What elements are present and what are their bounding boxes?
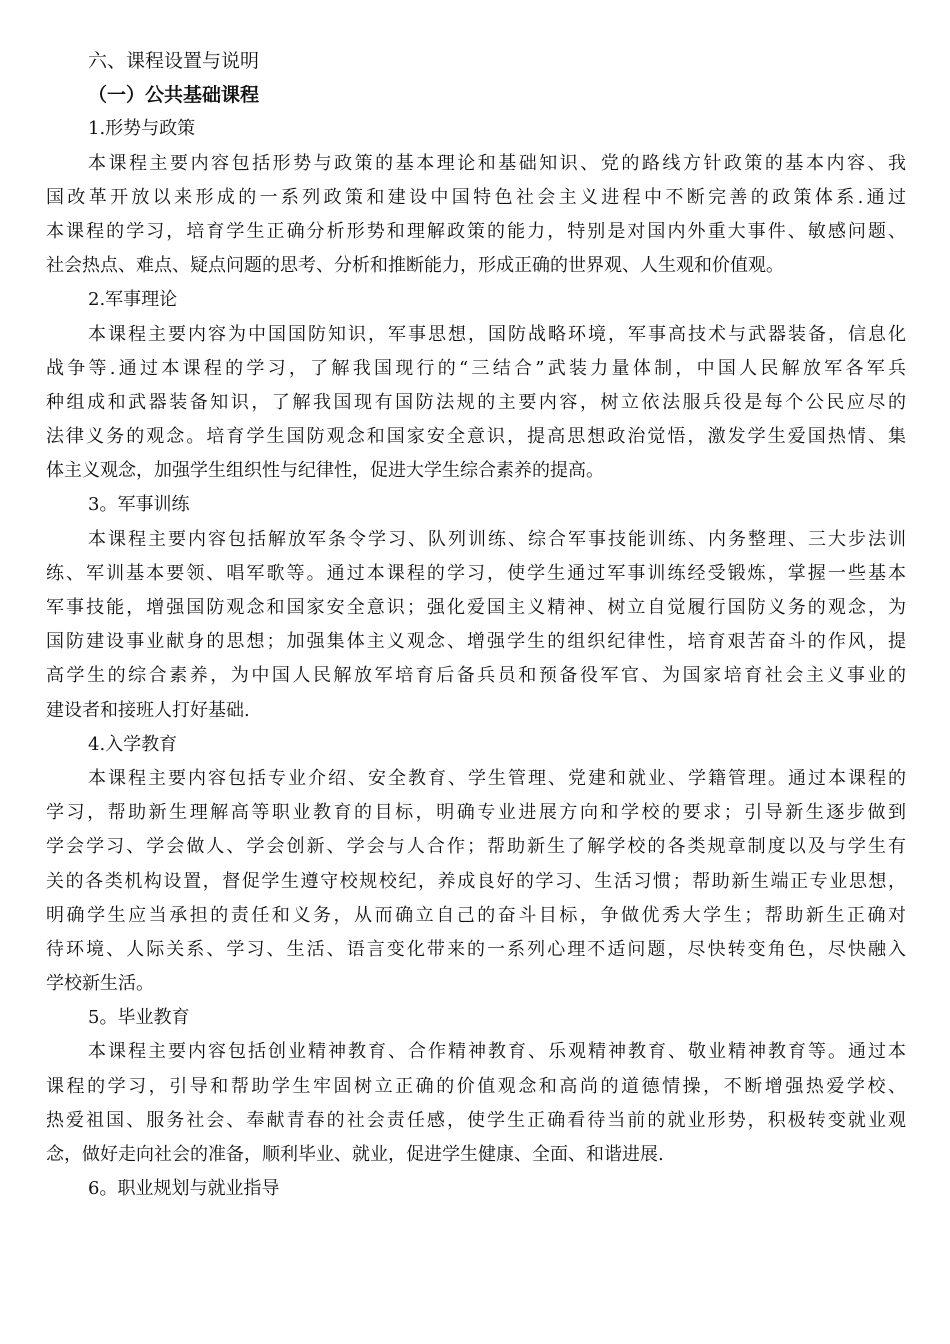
course-description-line: 待环境、人际关系、学习、生活、语言变化带来的一系列心理不适问题，尽快转变角色，尽快融入 — [46, 938, 906, 960]
course-description-line: 念，做好走向社会的准备，顺利毕业、就业，促进学生健康、全面、和谐进展. — [46, 1144, 664, 1165]
course-description-line: 社会热点、难点、疑点问题的思考、分析和推断能力，形成正确的世界观、人生观和价值观。 — [46, 255, 784, 277]
course-description-line: 本课程主要内容包括形势与政策的基本理论和基础知识、党的路线方针政策的基本内容、我 — [88, 152, 906, 174]
course-heading: 1.形势与政策 — [88, 118, 196, 140]
course-heading: 2.军事理论 — [88, 289, 178, 311]
course-description-line: 学校新生活。 — [46, 973, 154, 995]
course-description-line: 学习，帮助新生理解高等职业教育的目标，明确专业进展方向和学校的要求；引导新生逐步做到 — [46, 802, 906, 824]
course-description-line: 种组成和武器装备知识，了解我国现有国防法规的主要内容，树立依法服兵役是每个公民应尽的 — [46, 391, 906, 413]
course-description-line: 本课程主要内容为中国国防知识，军事思想，国防战略环境，军事高技术与武器装备，信息化 — [88, 323, 906, 345]
course-description-line: 本课程主要内容包括创业精神教育、合作精神教育、乐观精神教育、敬业精神教育等。通过本 — [88, 1041, 906, 1063]
course-description-line: 体主义观念，加强学生组织性与纪律性，促进大学生综合素养的提高。 — [46, 460, 604, 482]
course-description-line: 练、军训基本要领、唱军歌等。通过本课程的学习，使学生通过军事训练经受锻炼，掌握一些基本 — [46, 562, 906, 584]
course-heading: 5。毕业教育 — [88, 1007, 190, 1029]
course-description-line: 国改革开放以来形成的一系列政策和建设中国特色社会主义进程中不断完善的政策体系.通过 — [46, 186, 906, 208]
course-heading: 4.入学教育 — [88, 733, 178, 755]
course-description-line: 高学生的综合素养，为中国人民解放军培育后备兵员和预备役军官、为国家培育社会主义事业的 — [46, 665, 906, 687]
course-list — [46, 112, 906, 1206]
course-description-line: 本课程主要内容包括专业介绍、安全教育、学生管理、党建和就业、学籍管理。通过本课程的 — [88, 767, 906, 789]
subsection-title: （一）公共基础课程 — [88, 84, 260, 107]
course-description-line: 国防建设事业献身的思想；加强集体主义观念、增强学生的组织纪律性，培育艰苦奋斗的作风，提 — [46, 631, 906, 653]
course-description-line: 军事技能，增强国防观念和国家安全意识；强化爱国主义精神、树立自觉履行国防义务的观念，为 — [46, 597, 906, 618]
course-description-line: 明确学生应当承担的责任和义务，从而确立自己的奋斗目标，争做优秀大学生；帮助新生正确对 — [46, 904, 906, 926]
course-description-line: 战争等.通过本课程的学习，了解我国现行的“三结合”武装力量体制，中国人民解放军各军兵 — [46, 357, 906, 379]
course-heading: 6。职业规划与就业指导 — [88, 1178, 280, 1200]
course-heading: 3。军事训练 — [88, 494, 190, 516]
course-description-line: 课程的学习，引导和帮助学生牢固树立正确的价值观念和高尚的道德情操，不断增强热爱学校、 — [46, 1075, 906, 1097]
course-description-line: 关的各类机构设置，督促学生遵守校规校纪，养成良好的学习、生活习惯；帮助新生端正专业思想， — [46, 870, 906, 892]
course-description-line: 学会学习、学会做人、学会创新、学会与人合作；帮助新生了解学校的各类规章制度以及与学生有 — [46, 836, 906, 858]
course-description-line: 法律义务的观念。培育学生国防观念和国家安全意识，提高思想政治觉悟，激发学生爱国热情、集 — [46, 426, 906, 448]
course-description-line: 建设者和接班人打好基础. — [46, 699, 250, 721]
section-title: 六、课程设置与说明 — [88, 50, 260, 72]
course-description-line: 本课程主要内容包括解放军条令学习、队列训练、综合军事技能训练、内务整理、三大步法训 — [88, 528, 906, 550]
course-description-line: 热爱祖国、服务社会、奉献青春的社会责任感，使学生正确看待当前的就业形势，积极转变就业观 — [46, 1109, 906, 1131]
course-description-line: 本课程的学习，培育学生正确分析形势和理解政策的能力，特别是对国内外重大事件、敏感问题、 — [46, 220, 906, 242]
